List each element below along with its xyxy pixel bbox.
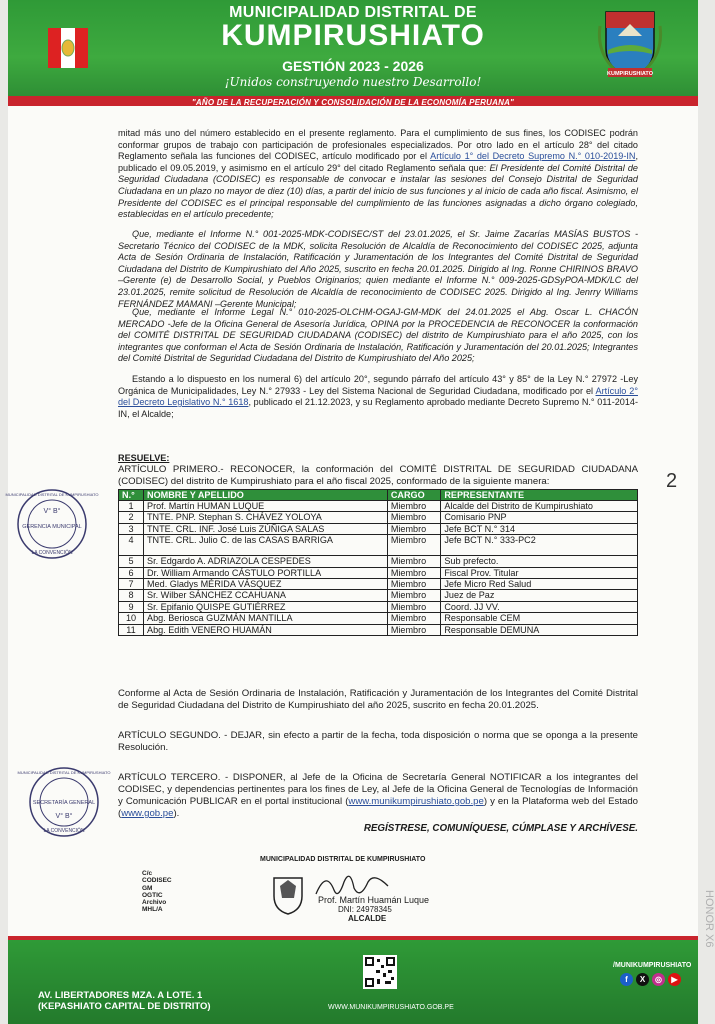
cell-name: Sr. Edgardo A. ADRIAZOLA CESPEDES <box>144 556 388 567</box>
column-header-representative: REPRESENTANTE <box>441 490 638 501</box>
letterhead <box>8 0 698 96</box>
crest-label: KUMPIRUSHIATO <box>607 71 653 77</box>
youtube-icon[interactable]: ▶ <box>668 973 681 986</box>
cell-number: 3 <box>119 523 144 534</box>
cell-name: Sr. Wilber SÁNCHEZ CCAHUANA <box>144 590 388 601</box>
paragraph-text: ). <box>173 808 180 819</box>
cell-name: Dr. William Armando CÁSTULO PORTILLA <box>144 567 388 578</box>
cell-role: Miembro <box>387 501 441 512</box>
peru-coat-of-arms-icon <box>48 24 88 72</box>
article-one: ARTÍCULO PRIMERO.- RECONOCER, la conformación del COMITÉ DISTRITAL DE SEGURIDAD CIUDADANA (CODISEC) del distrito de Kumpirushiato para el año fiscal 2025, conformado de la siguiente manera: <box>118 464 638 487</box>
seal-vb: V° B° <box>55 813 73 820</box>
cell-number: 2 <box>119 512 144 523</box>
cell-role: Miembro <box>387 601 441 612</box>
carbon-copy-list <box>142 870 172 914</box>
cell-representative: Jefe BCT N.° 333-PC2 <box>441 535 638 556</box>
cell-representative: Jefe Micro Red Salud <box>441 578 638 589</box>
cc-entry: Archivo <box>142 899 167 907</box>
cell-number: 5 <box>119 556 144 567</box>
table-body <box>119 501 638 636</box>
social-handle: /MUNIKUMPIRUSHIATO <box>613 962 692 969</box>
cell-name: Med. Gladys MÉRIDA VÁSQUEZ <box>144 578 388 589</box>
cell-representative: Comisario PNP <box>441 512 638 523</box>
footer-address <box>38 990 211 1012</box>
paragraph-legal-basis <box>118 374 638 422</box>
cell-representative: Sub prefecto. <box>441 556 638 567</box>
paragraph-text: mitad más uno del número establecido en el presente reglamento. Para el cumplimiento de sus fines, los CODISEC podrán conformar grupos de trabajo con participación de profesionales especializados. Por otro lado en el artículo 28° del citado Reglamento señala las funciones del CODISEC, artículo modificado por el <box>118 128 638 162</box>
codisec-members-table <box>118 489 638 636</box>
column-header-name: NOMBRE Y APELLIDO <box>144 490 388 501</box>
cell-role: Miembro <box>387 512 441 523</box>
cell-name: TNTE. PNP. Stephan S. CHÁVEZ YOLOYA <box>144 512 388 523</box>
signatory-dni: DNI: 24978345 <box>338 905 392 914</box>
cell-role: Miembro <box>387 624 441 635</box>
cell-name: Prof. Martín HUMAN LUQUE <box>144 501 388 512</box>
header-term: GESTIÓN 2023 - 2026 <box>282 58 424 74</box>
legislative-decree-link[interactable]: Artículo 2° del Decreto Legislativo N.° 1618 <box>118 385 638 408</box>
table-row <box>119 601 638 612</box>
table-row <box>119 501 638 512</box>
decree-link[interactable]: Artículo 1° del Decreto Supremo N.° 010-2019-IN <box>430 151 636 162</box>
cell-representative: Responsable CEM <box>441 613 638 624</box>
page-number: 2 <box>666 470 678 492</box>
table-row <box>119 512 638 523</box>
paragraph-quote: El Presidente del Comité Distrital de Seguridad Ciudadana (CODISEC) es responsable de convocar e instalar las sesiones del Consejo Distrital de Seguridad Ciudadana en un plazo no mayor de diez (10) días, a partir del inicio de sus funciones y al inicio de cada año fiscal. Asimismo, el Presidente del CODISEC es el principal responsable del cumplimiento de las funciones asignadas a dicho órgano colegiado, establecidas en el artículo precedente; <box>118 162 638 220</box>
cell-number: 1 <box>119 501 144 512</box>
cc-entry: C/c <box>142 870 153 877</box>
year-motto: "AÑO DE LA RECUPERACIÓN Y CONSOLIDACIÓN DE LA ECONOMÍA PERUANA" <box>191 98 515 107</box>
cell-name: Sr. Epifanio QUISPE GUTIÉRREZ <box>144 601 388 612</box>
cell-name: TNTE. CRL. Julio C. de las CASAS BARRIGA <box>144 535 388 556</box>
paragraph-text: , publicado el 09.05.2019, y asimismo en el artículo 29° del citado Reglamento señala que: <box>118 151 639 173</box>
cell-name: TNTE. CRL. INF. José Luis ZÚÑIGA SALAS <box>144 523 388 534</box>
table-row <box>119 578 638 589</box>
facebook-icon[interactable]: f <box>620 973 633 986</box>
signatory-name: Prof. Martín Huamán Luque <box>318 895 430 905</box>
paragraph-text: Estando a lo dispuesto en los numeral 6) del artículo 20°, segundo párrafo del artículo 43° y 85° de la Ley N.° 27972 -Ley Orgánica de Municipalidades, Ley N.° 27933 - Ley del Sistema Nacional de Seguridad Ciudadana, modificado por el <box>118 374 638 396</box>
address-line: AV. LIBERTADORES MZA. A LOTE. 1 <box>38 990 203 1001</box>
seal-bottom-text: LA CONVENCIÓN <box>31 550 73 556</box>
signatory-role: ALCALDE <box>348 914 387 923</box>
seal-ring-text: MUNICIPALIDAD DISTRITAL DE KUMPIRUSHIATO <box>17 770 111 775</box>
cell-representative: Responsable DEMUNA <box>441 624 638 635</box>
cell-number: 9 <box>119 601 144 612</box>
footer-website[interactable]: WWW.MUNIKUMPIRUSHIATO.GOB.PE <box>328 1004 454 1011</box>
cell-number: 6 <box>119 567 144 578</box>
table-header-row <box>119 490 638 501</box>
cell-number: 7 <box>119 578 144 589</box>
cell-number: 8 <box>119 590 144 601</box>
cell-number: 10 <box>119 613 144 624</box>
document-page <box>5 0 698 1024</box>
seal-center-text: SECRETARÍA GENERAL <box>32 800 96 806</box>
cell-representative: Coord. JJ VV. <box>441 601 638 612</box>
qr-code-icon[interactable] <box>363 955 397 989</box>
resolves-heading: RESUELVE: <box>118 453 170 463</box>
cc-entry: GM <box>142 884 153 892</box>
management-seal-stamp <box>5 488 99 560</box>
cc-entry: OGTIC <box>142 891 163 899</box>
district-crest-icon <box>598 6 662 78</box>
article-two: ARTÍCULO SEGUNDO. - DEJAR, sin efecto a partir de la fecha, toda disposición o norma que se oponga a la presente Resolución. <box>118 730 638 753</box>
cell-role: Miembro <box>387 613 441 624</box>
column-header-number: N.° <box>119 490 144 501</box>
table-row <box>119 624 638 635</box>
table-row <box>119 567 638 578</box>
paragraph-act-reference: Conforme al Acta de Sesión Ordinaria de Instalación, Ratificación y Juramentación de los Integrantes del Comité Distrital de Seguridad Ciudadana del Distrito de Kumpirushiato del año 2025, suscrito en fecha 20.01.2025. <box>118 688 638 711</box>
x-twitter-icon[interactable]: X <box>636 973 649 986</box>
seal-ring-text: MUNICIPALIDAD DISTRITAL DE KUMPIRUSHIATO <box>5 492 99 497</box>
camera-edge-watermark: HONOR X6 <box>703 890 715 948</box>
paragraph-text: ) y en la Plataforma web del Estado ( <box>118 796 638 819</box>
cell-number: 11 <box>119 624 144 635</box>
article-three <box>118 772 638 820</box>
table-row <box>119 523 638 534</box>
seal-bottom-text: LA CONVENCIÓN <box>43 828 85 834</box>
cell-role: Miembro <box>387 556 441 567</box>
cell-role: Miembro <box>387 590 441 601</box>
state-website-link[interactable]: www.gob.pe <box>121 808 174 819</box>
paragraph-regulation <box>118 128 638 220</box>
cc-entry: MHL/A <box>142 906 163 914</box>
instagram-icon[interactable]: ◎ <box>652 973 665 986</box>
cell-role: Miembro <box>387 535 441 556</box>
column-header-role: CARGO <box>387 490 441 501</box>
cell-role: Miembro <box>387 567 441 578</box>
header-municipality-label: MUNICIPALIDAD DISTRITAL DE <box>229 4 477 21</box>
table-row <box>119 613 638 624</box>
header-district-name: KUMPIRUSHIATO <box>221 19 485 52</box>
cell-role: Miembro <box>387 523 441 534</box>
municipal-shield-icon <box>270 872 306 916</box>
signature-stamp-title: MUNICIPALIDAD DISTRITAL DE KUMPIRUSHIATO <box>260 856 426 863</box>
address-line: (KEPASHIATO CAPITAL DE DISTRITO) <box>38 1001 211 1012</box>
closing-formula: REGÍSTRESE, COMUNÍQUESE, CÚMPLASE Y ARCHÍVESE. <box>363 823 638 834</box>
header-slogan: ¡Unidos construyendo nuestro Desarrollo! <box>224 75 482 89</box>
cell-representative: Jefe BCT N.° 314 <box>441 523 638 534</box>
paragraph-text: ARTÍCULO TERCERO. - DISPONER, al Jefe de la Oficina de Secretaría General NOTIFICAR a los integrantes del CODISEC, y dependencias pertinentes para los fines de Ley, al Jefe de la Oficina General de Tecnologías de Información y Comunicación PUBLICAR en el portal institucional ( <box>118 772 638 807</box>
cell-representative: Alcalde del Distrito de Kumpirushiato <box>441 501 638 512</box>
table-row <box>119 535 638 556</box>
municipal-website-link[interactable]: www.munikumpirushiato.gob.pe <box>348 796 484 807</box>
seal-center-text: GERENCIA MUNICIPAL <box>22 524 82 530</box>
cell-name: Abg. Edith VENERO HUAMÁN <box>144 624 388 635</box>
table-row <box>119 590 638 601</box>
cell-number: 4 <box>119 535 144 556</box>
paragraph-legal-report: Que, mediante el Informe Legal N.° 010-2025-OLCHM-OGAJ-GM-MDK del 24.01.2025 el Abg. Oscar L. CHACÓN MERCADO -Jefe de la Oficina General de Asesoría Jurídica, OPINA por la PROCEDENCIA de RECONOCER la conformación del COMITÉ DISTRITAL DE SEGURIDAD CIUDADANA (CODISEC) del distrito de Kumpirushiato para el año 2025, con los integrantes que conforman el Acta de Sesión Ordinaria de Instalación, Ratificación y Juramentación del 20.01.2025; Integrantes del Comité Distrital de Seguridad Ciudadana del Distrito de Kumpirushiato del Año 2025; <box>118 307 638 364</box>
table-row <box>119 556 638 567</box>
paragraph-report: Que, mediante el Informe N.° 001-2025-MDK-CODISEC/ST del 23.01.2025, el Sr. Jaime Zacarías MASÍAS BUSTOS - Secretario Técnico del CODISEC de la MDK, solicita Resolución de Alcaldía de Reconocimiento del CODISEC 2025, adjunta Acta de Sesión Ordinaria de Instalación, Ratificación y Juramentación de los Integrantes del Comité Distrital de Seguridad Ciudadana del Distrito de Kumpirushiato del Año 2025, suscrito en fecha 20.01.2025. Dirigido al Ing. Ronne CHIRINOS BRAVO –Gerente (e) de Desarrollo Social, y Pueblos Originarios; quien mediante el Informe N.° 009-2025-GDSyPOA-MDK/LC del 23.01.2025, remite solicitud de Resolución de Alcaldía de reconocimiento de CODISEC 2025. Dirigido al Ing. Jenrry Williams FERNÁNDEZ MAMANI –Gerente Municipal; <box>118 229 638 309</box>
cell-representative: Juez de Paz <box>441 590 638 601</box>
cell-role: Miembro <box>387 578 441 589</box>
cell-representative: Fiscal Prov. Titular <box>441 567 638 578</box>
paragraph-text: , publicado el 21.12.2023, y su Reglamento aprobado mediante Decreto Supremo N.° 011-2014-IN, el Alcalde; <box>118 397 638 419</box>
secretary-seal-stamp <box>17 766 111 838</box>
seal-vb: V° B° <box>43 508 61 515</box>
cc-entry: CODISEC <box>142 877 172 885</box>
cell-name: Abg. Beriosca GUZMÁN MANTILLA <box>144 613 388 624</box>
